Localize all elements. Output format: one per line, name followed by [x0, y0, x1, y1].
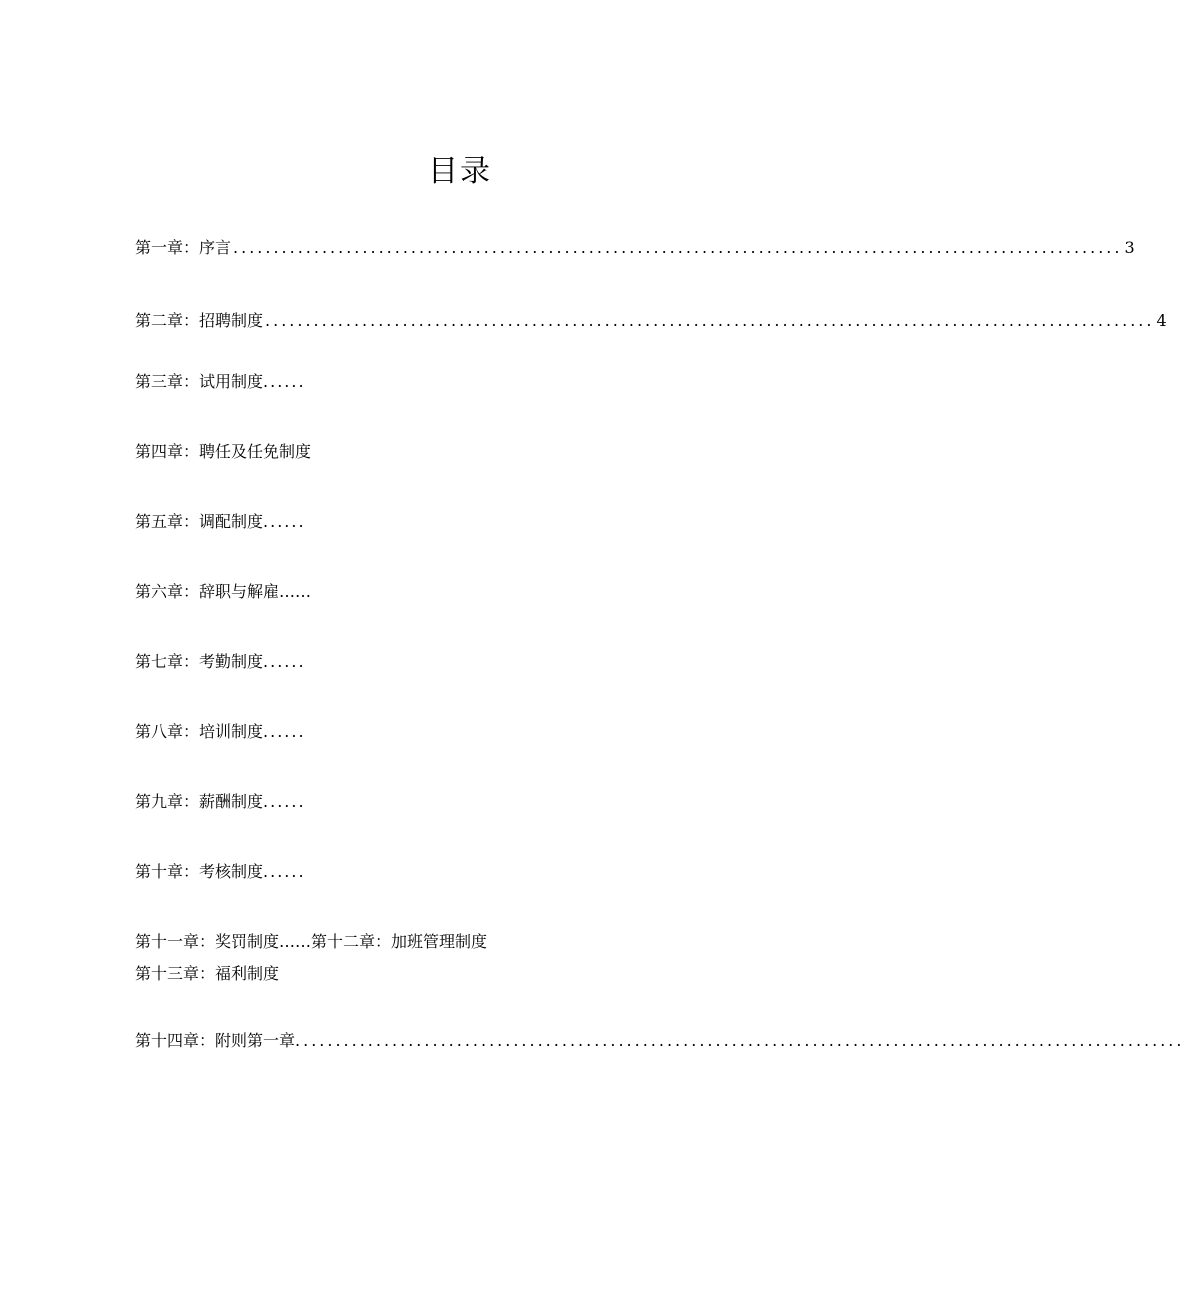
toc-entry-chapter-5[interactable] [135, 511, 306, 533]
toc-entry-chapter-1[interactable] [135, 237, 1135, 259]
toc-short-dots: ...... [263, 372, 306, 391]
toc-leader-dots: .............................................................................................................. [233, 238, 1123, 257]
toc-entry-chapter-7[interactable] [135, 651, 306, 673]
toc-entry-chapter-6[interactable] [135, 581, 311, 603]
page-title: 目录 [428, 154, 492, 189]
toc-entry-chapter-13[interactable] [135, 963, 279, 985]
toc-entry-label: 第二章：招聘制度 [135, 311, 264, 330]
toc-entry-label: 第三章：试用制度 [135, 372, 264, 391]
toc-leader-dots: .............................................................................................................. [295, 1031, 1184, 1050]
toc-entry-label: 第十三章：福利制度 [135, 964, 280, 983]
toc-short-dots: ...... [263, 512, 306, 531]
toc-page-number: 3 [1124, 238, 1135, 257]
toc-leader-dots: .............................................................................................................. [265, 311, 1155, 330]
toc-entry-label: 第十一章：奖罚制度……第十二章：加班管理制度 [135, 932, 488, 951]
toc-entry-label: 第八章：培训制度 [135, 722, 264, 741]
toc-entry-chapter-11-12[interactable] [135, 931, 487, 953]
toc-entry-label: 第一章：序言 [135, 238, 232, 257]
toc-entry-label: 第七章：考勤制度 [135, 652, 264, 671]
toc-entry-label: 第十章：考核制度 [135, 862, 264, 881]
toc-entry-chapter-14[interactable] [135, 1030, 1184, 1052]
toc-entry-label: 第六章：辞职与解雇…… [135, 582, 312, 601]
toc-entry-chapter-10[interactable] [135, 861, 306, 883]
toc-entry-chapter-8[interactable] [135, 721, 306, 743]
toc-entry-chapter-9[interactable] [135, 791, 306, 813]
toc-entry-label: 第四章：聘任及任免制度 [135, 442, 312, 461]
toc-short-dots: ...... [263, 652, 306, 671]
toc-page-number: 4 [1156, 311, 1167, 330]
toc-short-dots: ...... [263, 722, 306, 741]
toc-entry-chapter-2[interactable] [135, 310, 1167, 332]
toc-short-dots: ...... [263, 862, 306, 881]
toc-entry-chapter-4[interactable] [135, 441, 311, 463]
toc-short-dots: ...... [263, 792, 306, 811]
toc-entry-label: 第十四章：附则第一章 [135, 1031, 296, 1050]
toc-entry-label: 第五章：调配制度 [135, 512, 264, 531]
toc-entry-label: 第九章：薪酬制度 [135, 792, 264, 811]
toc-entry-chapter-3[interactable] [135, 371, 306, 393]
